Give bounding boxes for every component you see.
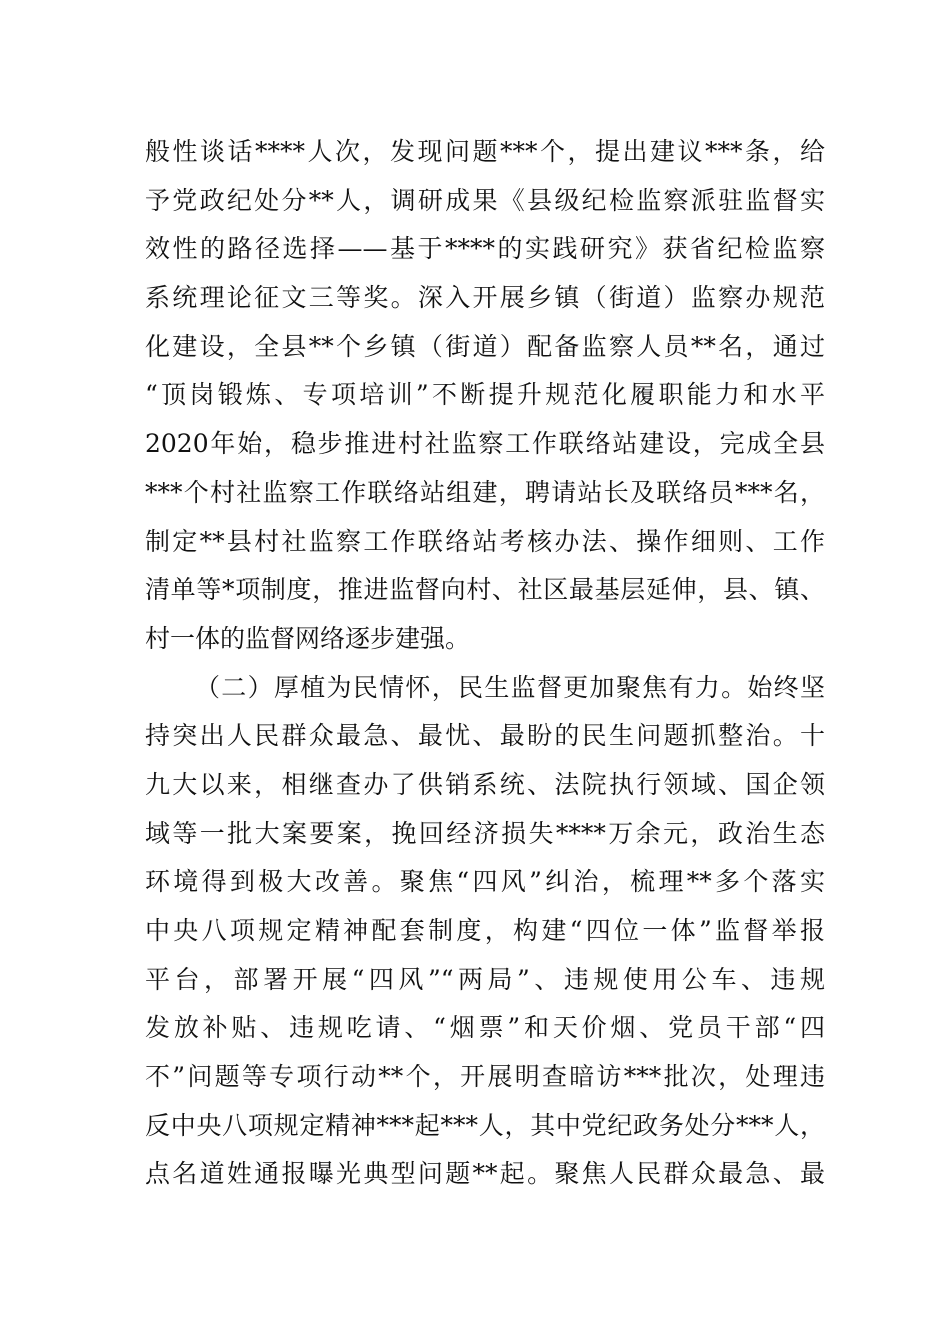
text-line: 予党政纪处分**人，调研成果《县级纪检监察派驻监督实 [145,185,825,215]
text-line: 环境得到极大改善。聚焦“四风”纠治，梳理**多个落实 [145,867,825,897]
text-line: 系统理论征文三等奖。深入开展乡镇（街道）监察办规范 [145,283,825,313]
text-line: “顶岗锻炼、专项培训”不断提升规范化履职能力和水平 [145,380,825,410]
section-heading-line: （二）厚植为民情怀，民生监督更加聚焦有力。始终坚 [195,672,825,702]
text-line: 九大以来，相继查办了供销系统、法院执行领域、国企领 [145,769,825,799]
text-line: 效性的路径选择——基于****的实践研究》获省纪检监察 [145,234,825,264]
text-line: 制定**县村社监察工作联络站考核办法、操作细则、工作 [145,526,825,556]
text-line: 点名道姓通报曝光典型问题**起。聚焦人民群众最急、最 [145,1159,825,1189]
paragraph-end-line: 村一体的监督网络逐步建强。 [145,623,471,653]
text-line: 化建设，全县**个乡镇（街道）配备监察人员**名，通过 [145,331,825,361]
text-line: 清单等*项制度，推进监督向村、社区最基层延伸，县、镇、 [145,575,825,605]
text-line: 反中央八项规定精神***起***人，其中党纪政务处分***人， [145,1110,825,1140]
text-line: ***个村社监察工作联络站组建，聘请站长及联络员***名， [145,477,825,507]
text-line: 域等一批大案要案，挽回经济损失****万余元，政治生态 [145,818,825,848]
text-line: 般性谈话****人次，发现问题***个，提出建议***条，给 [145,137,825,166]
text-line: 2020年始，稳步推进村社监察工作联络站建设，完成全县 [145,429,825,459]
text-line: 持突出人民群众最急、最忧、最盼的民生问题抓整治。十 [145,721,825,751]
text-line: 平台，部署开展“四风”“两局”、违规使用公车、违规 [145,964,825,994]
text-line: 不”问题等专项行动**个，开展明查暗访***批次，处理违 [145,1062,825,1092]
document-body-text [145,128,825,1199]
text-line: 中央八项规定精神配套制度，构建“四位一体”监督举报 [145,916,825,945]
text-line: 发放补贴、违规吃请、“烟票”和天价烟、党员干部“四 [145,1013,825,1043]
